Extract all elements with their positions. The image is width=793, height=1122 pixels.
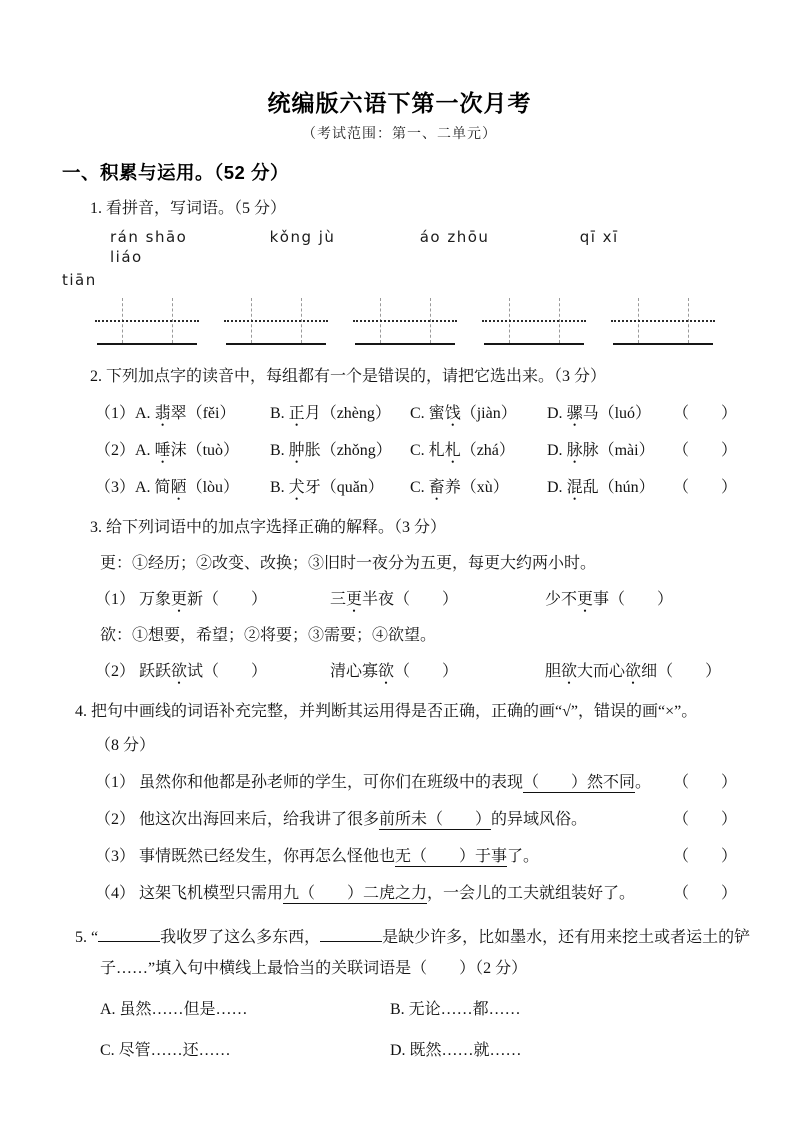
q4-1-judge-paren: （ ） (672, 774, 737, 791)
q2-2-option-b (270, 439, 410, 463)
text-segment: D. (547, 405, 567, 422)
q5-option-c: C. 尽管……还…… (100, 1042, 231, 1059)
text-segment: 我收罗了这么多东西， (160, 929, 321, 946)
text-segment: 大而心 (577, 663, 626, 680)
q2-1-option-c (410, 402, 547, 426)
text-segment: ，一会儿的工夫就组装好了。 (427, 885, 636, 902)
text-segment: D. (547, 442, 567, 459)
q5-option-a: A. 虽然……但是…… (100, 1001, 248, 1018)
text-segment: 事（ ） (593, 591, 674, 608)
text-segment: C. (410, 479, 429, 496)
q2-3-answer-paren: （ ） (672, 479, 737, 496)
writing-grid-box (97, 297, 197, 345)
text-segment: （3）A. 简 (95, 479, 171, 496)
text-segment: 无（ ）于事 (395, 848, 508, 865)
text-segment: （1）A. (95, 405, 155, 422)
text-segment: C. 札 (410, 442, 445, 459)
q2-2-option-c (410, 439, 547, 463)
q5-options-row-2 (100, 1039, 737, 1063)
writing-grid-box (484, 297, 584, 345)
text-segment: B. (270, 442, 289, 459)
q2-2-option-a (95, 439, 270, 463)
q4-prompt: 4. 把句中画线的词语补充完整，并判断其运用得是否正确，正确的画“√”，错误的画“×”。 (75, 703, 698, 720)
q3-row-1 (95, 588, 737, 612)
q5-prompt (75, 922, 768, 984)
fill-in-blank (320, 925, 382, 942)
q4-3-sentence (95, 845, 539, 869)
q2-3-option-d (547, 476, 655, 500)
text-segment: 骡 (566, 405, 583, 422)
q3-prompt: 3. 给下列词语中的加点字选择正确的解释。（3 分） (90, 519, 447, 536)
text-segment: 试（ ） (187, 663, 268, 680)
text-segment: 犬 (288, 479, 305, 496)
text-segment: （2） 跃跃 (95, 663, 172, 680)
text-segment: 马（luó） (582, 405, 652, 422)
q4-2-sentence (95, 808, 587, 832)
q3-1-phrase-2 (330, 588, 545, 612)
text-segment: 沫（tuò） (170, 442, 240, 459)
text-segment: 是缺少许多，比如墨水，还有用来挖土或者运土的铲子……”填入句中横线上最恰当的关联词语是（ ）（2 分） (100, 929, 751, 977)
q3-definition-geng: 更：①经历；②改变、改换；③旧时一夜分为五更，每更大约两小时。 (100, 555, 597, 572)
text-segment: （lòu） (186, 479, 240, 496)
text-segment: 5. “ (75, 929, 99, 946)
page-title: 统编版六语下第一次月考 (267, 90, 532, 116)
q1-writing-grids (97, 297, 737, 345)
pinyin-word: rán shāo (110, 228, 188, 246)
text-segment: B. (270, 479, 289, 496)
q1-pinyin-wrap: tiān (62, 271, 97, 289)
q2-3-option-c (410, 476, 547, 500)
text-segment: 胀（zhǒng） (304, 442, 392, 459)
text-segment: 混 (566, 479, 583, 496)
q2-2-answer-paren: （ ） (672, 442, 737, 459)
q2-1-option-d (547, 402, 651, 426)
text-segment: 翡 (154, 405, 171, 422)
q1-prompt: 1. 看拼音，写词语。（5 分） (90, 200, 287, 217)
q4-item-2 (95, 808, 737, 832)
text-segment: B. (270, 405, 289, 422)
text-segment: 肿 (288, 442, 305, 459)
fill-in-blank (98, 925, 160, 942)
exam-scope-subtitle: （考试范围：第一、二单元） (302, 127, 497, 142)
text-segment: 饯 (444, 405, 461, 422)
text-segment: 更 (346, 591, 363, 608)
q4-2-judge-paren: （ ） (672, 811, 737, 828)
q2-2-option-d (547, 439, 655, 463)
q3-2-phrase-1 (95, 660, 330, 684)
q2-row-1 (95, 402, 737, 426)
pinyin-word: liáo (110, 248, 143, 266)
text-segment: 畜 (428, 479, 445, 496)
q3-1-phrase-1 (95, 588, 330, 612)
q2-3-option-a (95, 476, 270, 500)
q2-1-option-a (95, 402, 270, 426)
text-segment: 胆 (545, 663, 562, 680)
q5-option-d: D. 既然……就…… (390, 1042, 522, 1059)
writing-grid-box (355, 297, 455, 345)
q2-row-2 (95, 439, 737, 463)
q3-definition-yu: 欲：①想要，希望；②将要；③需要；④欲望。 (100, 627, 437, 644)
text-segment: （2） 他这次出海回来后，给我讲了很多 (95, 811, 380, 828)
text-segment: 翠（fěi） (170, 405, 236, 422)
text-segment: 的异域风俗。 (491, 811, 588, 828)
q4-item-4 (95, 882, 737, 906)
q2-1-option-b (270, 402, 410, 426)
text-segment: 牙（quǎn） (304, 479, 384, 496)
writing-grid-box (226, 297, 326, 345)
q4-3-judge-paren: （ ） (672, 848, 737, 865)
q4-4-sentence (95, 882, 635, 906)
text-segment: D. (547, 479, 567, 496)
text-segment: 三 (330, 591, 347, 608)
q4-score: （8 分） (95, 737, 156, 754)
q3-row-2 (95, 660, 737, 684)
pinyin-word: qī xī (579, 228, 619, 246)
text-segment: 清心寡 (330, 663, 379, 680)
q5-option-b: B. 无论……都…… (390, 1001, 521, 1018)
text-segment: C. 蜜 (410, 405, 445, 422)
text-segment: （1） 虽然你和他都是孙老师的学生，可你们在班级中的表现 (95, 774, 524, 791)
text-segment: 少不 (545, 591, 578, 608)
text-segment: 陋 (170, 479, 187, 496)
text-segment: 细（ ） (641, 663, 722, 680)
q4-item-1 (95, 771, 737, 795)
text-segment: 欲 (378, 663, 395, 680)
text-segment: 欲 (561, 663, 578, 680)
text-segment: 乱（hún） (582, 479, 655, 496)
text-segment: 欲 (171, 663, 188, 680)
section-1-heading: 一、积累与运用。（52 分） (62, 162, 289, 183)
text-segment: （ ） (394, 663, 459, 680)
text-segment: （jiàn） (460, 405, 517, 422)
text-segment: 脉（mài） (582, 442, 655, 459)
q4-1-sentence (95, 771, 651, 795)
text-segment: 养（xù） (444, 479, 509, 496)
pinyin-word: áo zhōu (419, 228, 490, 246)
text-segment: 欲 (625, 663, 642, 680)
text-segment: （2）A. (95, 442, 155, 459)
text-segment: 脉 (566, 442, 583, 459)
text-segment: 了。 (507, 848, 540, 865)
writing-grid-box (613, 297, 713, 345)
q4-4-judge-paren: （ ） (672, 885, 737, 902)
text-segment: 半夜（ ） (362, 591, 459, 608)
q2-prompt: 2. 下列加点字的读音中，每组都有一个是错误的，请把它选出来。（3 分） (90, 368, 607, 385)
q3-2-phrase-2 (330, 660, 545, 684)
text-segment: （4） 这架飞机模型只需用 (95, 885, 284, 902)
text-segment: （ ）然不同 (523, 774, 636, 791)
q2-row-3 (95, 476, 737, 500)
text-segment: 札 (444, 442, 461, 459)
q3-2-phrase-3 (545, 660, 737, 684)
pinyin-word: kǒng jù (269, 228, 336, 246)
q4-item-3 (95, 845, 737, 869)
q2-3-option-b (270, 476, 410, 500)
text-segment: （3） 事情既然已经发生，你再怎么怪他也 (95, 848, 396, 865)
text-segment: 九（ ）二虎之力 (283, 885, 428, 902)
text-segment: 。 (635, 774, 652, 791)
text-segment: 更 (171, 591, 188, 608)
text-segment: （zhá） (460, 442, 515, 459)
text-segment: 新（ ） (187, 591, 268, 608)
text-segment: 正 (288, 405, 305, 422)
text-segment: 唾 (154, 442, 171, 459)
text-segment: 前所未（ ） (379, 811, 492, 828)
q3-1-phrase-3 (545, 588, 737, 612)
text-segment: 月（zhèng） (304, 405, 391, 422)
q1-pinyin-row (110, 227, 737, 267)
q5-options-row-1 (100, 998, 737, 1022)
q2-1-answer-paren: （ ） (672, 405, 737, 422)
text-segment: 更 (577, 591, 594, 608)
text-segment: （1） 万象 (95, 591, 172, 608)
